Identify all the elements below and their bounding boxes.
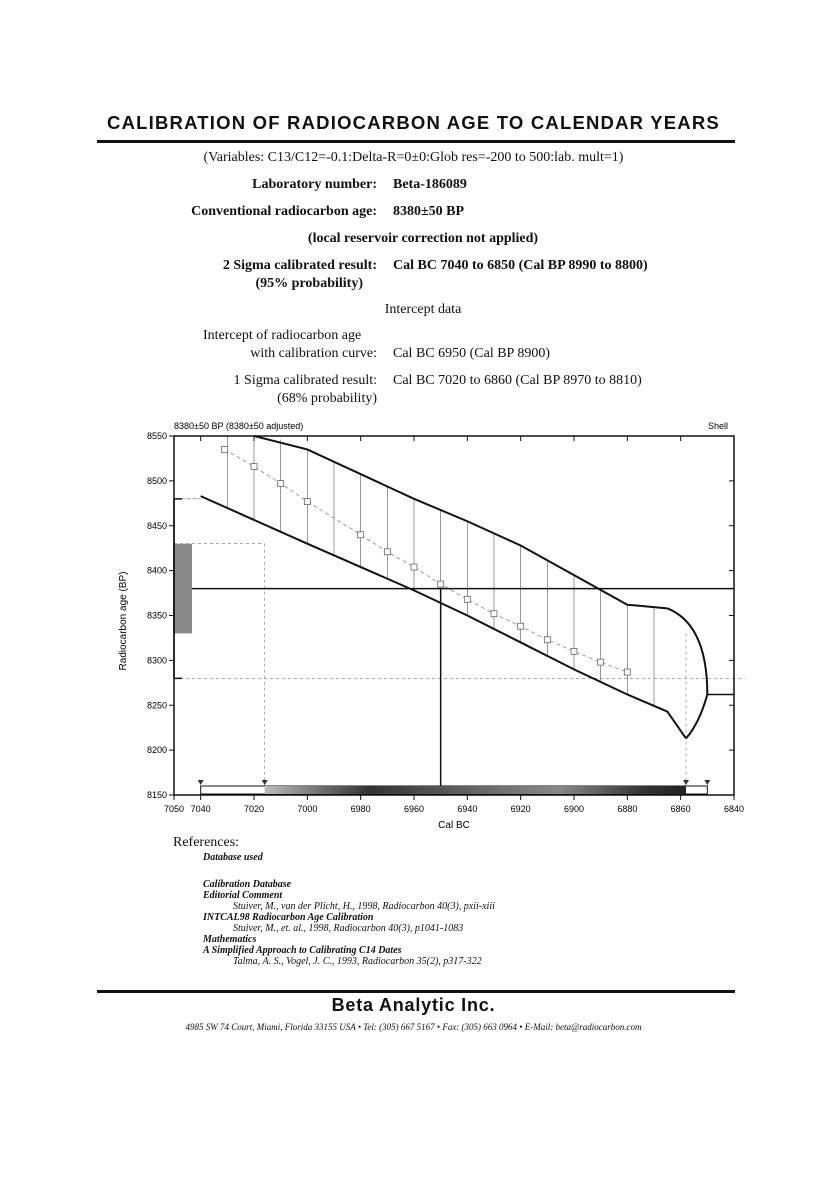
y-tick-label: 8300 — [146, 655, 167, 666]
reference-item: Stuiver, M., van der Plicht, H., 1998, Radiocarbon 40(3), pxii-xiii — [233, 901, 495, 912]
range-marker — [198, 780, 204, 785]
top-divider — [97, 140, 735, 143]
curve-point-marker — [518, 623, 524, 629]
two-sigma-probability: (95% probability) — [255, 276, 363, 291]
intercept-label-1: Intercept of radiocarbon age — [203, 328, 362, 343]
range-marker — [704, 780, 710, 785]
lab-number-value: Beta-186089 — [393, 177, 467, 192]
reservoir-note: (local reservoir correction not applied) — [307, 231, 539, 246]
one-sigma-probability: (68% probability) — [277, 391, 377, 406]
references-heading: References: — [173, 835, 240, 850]
curve-point-marker — [384, 549, 390, 555]
x-tick-label: 7020 — [243, 804, 265, 814]
curve-point-marker — [571, 648, 577, 654]
curve-point-marker — [411, 564, 417, 570]
two-sigma-label: 2 Sigma calibrated result: — [222, 258, 377, 273]
company-address: 4985 SW 74 Court, Miami, Florida 33155 USA • Tel: (305) 667 5167 • Fax: (305) 663 0964 • E-Mail: beta@radiocarbon.com — [185, 1022, 642, 1032]
variables-line: (Variables: C13/C12=-0.1:Delta-R=0±0:Glob res=-200 to 500:lab. mult=1) — [203, 150, 624, 165]
y-tick-label: 8450 — [146, 520, 167, 531]
x-tick-label: 6860 — [670, 804, 691, 814]
y-axis-label: Radiocarbon age (BP) — [118, 571, 129, 671]
curve-point-marker — [251, 464, 257, 470]
curve-point-marker — [544, 637, 550, 643]
intercept-label-2: with calibration curve: — [250, 346, 377, 361]
x-tick-label: 6980 — [350, 804, 371, 814]
curve-point-marker — [278, 481, 284, 487]
calendar-probability-band — [265, 786, 686, 794]
reference-item: Database used — [203, 852, 263, 863]
y-tick-label: 8250 — [146, 700, 167, 711]
calibration-curve-lower — [254, 436, 667, 608]
x-tick-label: 6880 — [617, 804, 638, 814]
chart-title: 8380±50 BP (8380±50 adjusted) — [174, 421, 304, 431]
calibration-chart — [110, 415, 750, 835]
lab-number-label: Laboratory number: — [252, 177, 377, 192]
reference-item: Mathematics — [203, 934, 257, 945]
curve-point-marker — [491, 611, 497, 617]
y-tick-label: 8150 — [146, 790, 167, 800]
x-tick-label: 7000 — [297, 804, 318, 814]
age-probability-band — [173, 544, 192, 634]
y-tick-label: 8400 — [146, 565, 167, 576]
range-marker — [683, 780, 689, 785]
reference-item: Talma, A. S., Vogel, J. C., 1993, Radiocarbon 35(2), p317-322 — [233, 956, 482, 967]
curve-point-marker — [624, 669, 630, 675]
one-sigma-label: 1 Sigma calibrated result: — [233, 373, 377, 388]
y-tick-label: 8500 — [146, 475, 167, 486]
conventional-age-label: Conventional radiocarbon age: — [191, 204, 377, 219]
x-tick-label: 6940 — [457, 804, 478, 814]
x-axis-label: Cal BC — [438, 820, 470, 831]
x-tick-label: 6900 — [563, 804, 585, 814]
y-tick-label: 8550 — [146, 431, 167, 441]
plot-frame — [174, 436, 734, 795]
reference-item: Stuiver, M., et. al., 1998, Radiocarbon 40(3), p1041-1083 — [233, 923, 464, 934]
range-marker — [262, 780, 268, 785]
reference-item: A Simplified Approach to Calibrating C14 Dates — [203, 945, 402, 956]
reference-item: Editorial Comment — [203, 890, 283, 901]
y-tick-label: 8200 — [146, 745, 167, 756]
curve-point-marker — [304, 499, 310, 505]
company-name: Beta Analytic Inc. — [331, 995, 496, 1015]
reference-list — [203, 852, 495, 967]
y-tick-label: 8350 — [146, 610, 167, 621]
bottom-divider — [97, 990, 735, 993]
chart-corner-label: Shell — [708, 421, 729, 431]
curve-point-marker — [598, 659, 604, 665]
curve-point-marker — [222, 446, 228, 452]
calibration-curve-upper — [201, 496, 686, 738]
intercept-heading: Intercept data — [384, 302, 462, 317]
reference-item: INTCAL98 Radiocarbon Age Calibration — [203, 912, 374, 923]
intercept-value: Cal BC 6950 (Cal BP 8900) — [393, 346, 550, 361]
one-sigma-value: Cal BC 7020 to 6860 (Cal BP 8970 to 8810) — [393, 373, 642, 388]
curve-point-marker — [438, 581, 444, 587]
conventional-age-value: 8380±50 BP — [393, 204, 465, 219]
x-tick-label: 7040 — [190, 804, 211, 814]
curve-point-marker — [358, 532, 364, 538]
x-tick-label: 6920 — [510, 804, 531, 814]
page-title: CALIBRATION OF RADIOCARBON AGE TO CALENDAR YEARS — [107, 112, 720, 133]
calibration-curve-mean — [225, 449, 628, 672]
two-sigma-value: Cal BC 7040 to 6850 (Cal BP 8990 to 8800) — [393, 258, 648, 273]
curve-point-marker — [464, 596, 470, 602]
x-tick-label: 6960 — [403, 804, 425, 814]
x-tick-label: 7050 — [163, 804, 185, 814]
reference-item: Calibration Database — [203, 879, 292, 890]
x-tick-label: 6840 — [723, 804, 745, 814]
